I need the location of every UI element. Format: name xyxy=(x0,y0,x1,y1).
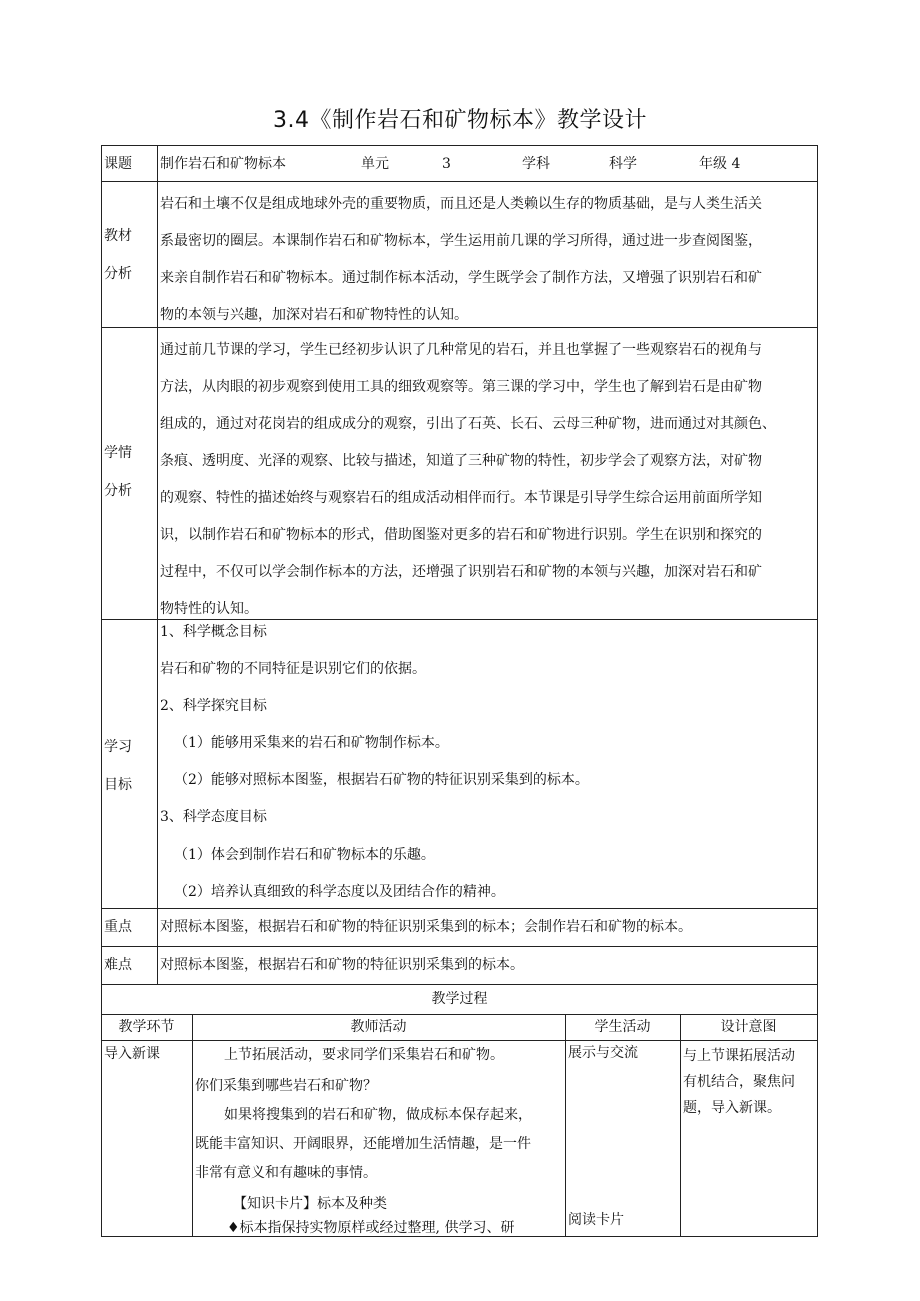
goal-line: 3、科学态度目标 xyxy=(160,809,267,825)
goals-label: 学习 目标 xyxy=(104,739,132,793)
knowledge-card-line: ♦标本指保持实物原样或经过整理, 供学习、研 xyxy=(227,1220,515,1236)
topic-label: 课题 xyxy=(104,156,132,172)
column-header-student: 学生活动 xyxy=(594,1019,651,1035)
table-row-divider xyxy=(101,1014,818,1015)
process-column-divider xyxy=(680,1014,681,1236)
student-activity: 展示与交流 xyxy=(568,1045,638,1061)
material-analysis-text: 岩石和土壤不仅是组成地球外壳的重要物质，而且还是人类赖以生存的物质基础，是与人类生活关 系最密切的圈层。本课制作岩石和矿物标本，学生运用前几课的学习所得，通过进一步查阅图鉴， 来亲自制作岩石和矿物标本。通过制作标本活动，学生既学会了制作方法，又增强了识别岩石和矿 物的本领与兴趣，加深对岩石和矿物特性的认知。 xyxy=(160,196,762,323)
table-row-divider xyxy=(101,946,818,947)
stage-name: 导入新课 xyxy=(104,1046,160,1062)
student-activity: 阅读卡片 xyxy=(568,1212,624,1228)
teacher-activity-line: 如果将搜集到的岩石和矿物，做成标本保存起来， xyxy=(224,1107,532,1123)
design-intent: 与上节课拓展活动 有机结合，聚焦问 题，导入新课。 xyxy=(683,1048,795,1116)
goal-line: 岩石和矿物的不同特征是识别它们的依据。 xyxy=(160,661,426,677)
column-header-stage: 教学环节 xyxy=(118,1019,175,1035)
learner-label: 学情 分析 xyxy=(104,445,132,499)
teacher-activity-line: 你们采集到哪些岩石和矿物？ xyxy=(195,1078,377,1094)
column-header-intent: 设计意图 xyxy=(720,1019,777,1035)
column-header-teacher: 教师活动 xyxy=(350,1019,407,1035)
difficulty-text: 对照标本图鉴，根据岩石和矿物的特征识别采集到的标本。 xyxy=(160,957,524,973)
subject-value: 科学 xyxy=(609,156,637,172)
knowledge-card-title: 【知识卡片】标本及种类 xyxy=(233,1196,387,1212)
goal-line: 2、科学探究目标 xyxy=(160,698,267,714)
learner-analysis-text: 通过前几节课的学习，学生已经初步认识了几种常见的岩石，并且也掌握了一些观察岩石的视角与 方法，从肉眼的初步观察到使用工具的细致观察等。第三课的学习中，学生也了解到岩石是由矿物 组成的，通过对花岗岩的组成成分的观察，引出了石英、长石、云母三种矿物，进而通过对其颜色、 条痕、透明度、光泽的观察、比较与描述，知道了三种矿物的特性，初步学会了观察方法，对矿物 的观察、特性的描述始终与观察岩石的组成活动相伴而行。本节课是引导学生综合运用前面所学知 识，以制作岩石和矿物标本的形式，借助图鉴对更多的岩石和矿物进行识别。学生在识别和探究的 过程中，不仅可以学会制作标本的方法，还增强了识别岩石和矿物的本领与兴趣，加深对岩石和矿 物特性的认知。 xyxy=(160,342,776,617)
table-row-divider xyxy=(101,984,818,985)
teacher-activity-line: 上节拓展活动，要求同学们采集岩石和矿物。 xyxy=(224,1047,504,1063)
subject-label: 学科 xyxy=(522,156,550,172)
unit-value: 3 xyxy=(442,156,451,172)
key-point-label: 重点 xyxy=(104,919,132,935)
table-border-top xyxy=(101,145,818,146)
process-column-divider xyxy=(565,1014,566,1236)
process-heading: 教学过程 xyxy=(431,991,488,1007)
goal-line: （1）体会到制作岩石和矿物标本的乐趣。 xyxy=(174,847,435,863)
goal-line: 1、科学概念目标 xyxy=(160,624,267,640)
grade-text: 年级 4 xyxy=(699,156,741,172)
topic-value: 制作岩石和矿物标本 xyxy=(160,156,286,172)
table-row-divider xyxy=(101,181,818,182)
teacher-activity-line: 既能丰富知识、开阔眼界，还能增加生活情趣，是一件 xyxy=(195,1136,531,1152)
difficulty-label: 难点 xyxy=(104,957,132,973)
table-row-divider xyxy=(101,1040,818,1041)
goal-line: （2）能够对照标本图鉴，根据岩石矿物的特征识别采集到的标本。 xyxy=(174,772,589,788)
table-border-right xyxy=(817,145,818,1237)
process-column-divider xyxy=(192,1014,193,1236)
key-point-text: 对照标本图鉴，根据岩石和矿物的特征识别采集到的标本；会制作岩石和矿物的标本。 xyxy=(160,919,692,935)
goal-line: （1）能够用采集来的岩石和矿物制作标本。 xyxy=(174,735,449,751)
teacher-activity-line: 非常有意义和有趣味的事情。 xyxy=(195,1165,377,1181)
goal-line: （2）培养认真细致的科学态度以及团结合作的精神。 xyxy=(174,884,505,900)
table-row-divider xyxy=(101,908,818,909)
unit-label: 单元 xyxy=(361,156,389,172)
label-column-divider xyxy=(157,145,158,984)
material-label: 教材 分析 xyxy=(104,228,132,282)
table-border-left xyxy=(101,145,102,1237)
page-title: 3.4《制作岩石和矿物标本》教学设计 xyxy=(273,108,647,133)
